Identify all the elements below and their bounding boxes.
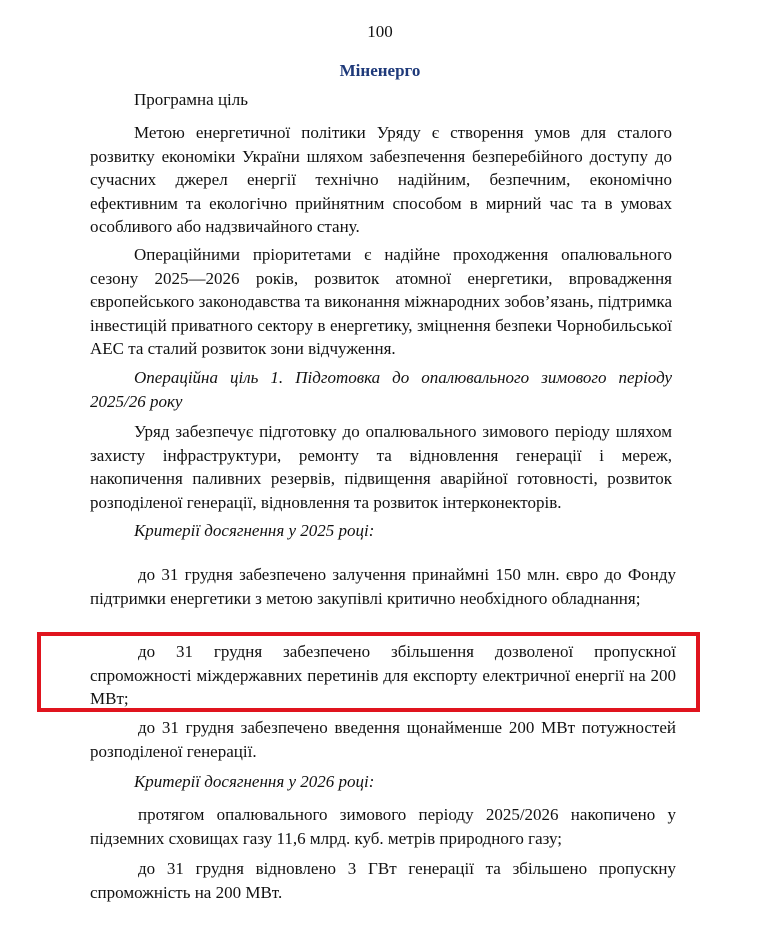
highlight-box [37, 632, 700, 712]
program-goal-text: Метою енергетичної політики Уряду є створення умов для сталого розвитку економіки України шляхом забезпечення безперебійного доступу до сучасних джерел енергії технічно надійним, безпечним, економічно ефективним та екологічно прийнятним способом в мирний час та в умовах особливого або надзвичайного стану. [90, 123, 672, 236]
ministry-title: Міненерго [339, 61, 421, 80]
page-number: 100 [367, 22, 393, 41]
criteria-2026-heading: Критерії досягнення у 2026 році: [134, 772, 375, 791]
criteria-2025-heading: Критерії досягнення у 2025 році: [134, 521, 375, 540]
criteria-2025-item-3: до 31 грудня забезпечено введення щонайменше 200 МВт потужностей розподіленої генерації. [90, 718, 676, 761]
operational-goal-1-text: Уряд забезпечує підготовку до опалювального зимового періоду шляхом захисту інфраструктури, ремонту та відновлення генерації і мереж, накопичення паливних резервів, підвищення аварійної готовності, розвиток розподіленої генерації, відновлення та розвиток інтерконекторів. [90, 422, 672, 512]
program-goal-heading: Програмна ціль [134, 90, 249, 109]
criteria-2025-item-1: до 31 грудня забезпечено залучення принаймні 150 млн. євро до Фонду підтримки енергетики з метою закупівлі критично необхідного обладнання; [90, 565, 676, 608]
operational-priorities-text: Операційними пріоритетами є надійне проходження опалювального сезону 2025—2026 років, розвиток атомної енергетики, впровадження європейського законодавства та виконання міжнародних зобов’язань, підтримка інвестицій приватного сектору в енергетику, зміцнення безпеки Чорнобильської АЕС та сталий розвиток зони відчуження. [90, 245, 672, 358]
criteria-2026-item-2: до 31 грудня відновлено 3 ГВт генерації та збільшено пропускну спроможність на 200 МВт. [90, 859, 676, 902]
criteria-2026-item-1: протягом опалювального зимового періоду 2025/2026 накопичено у підземних сховищах газу 11,6 млрд. куб. метрів природного газу; [90, 805, 676, 848]
criteria-2025-item-2: до 31 грудня забезпечено збільшення дозволеної пропускної спроможності міждержавних перетинів для експорту електричної енергії на 200 МВт; [90, 642, 676, 708]
operational-goal-1-heading: Операційна ціль 1. Підготовка до опалювального зимового періоду 2025/26 року [90, 368, 672, 411]
